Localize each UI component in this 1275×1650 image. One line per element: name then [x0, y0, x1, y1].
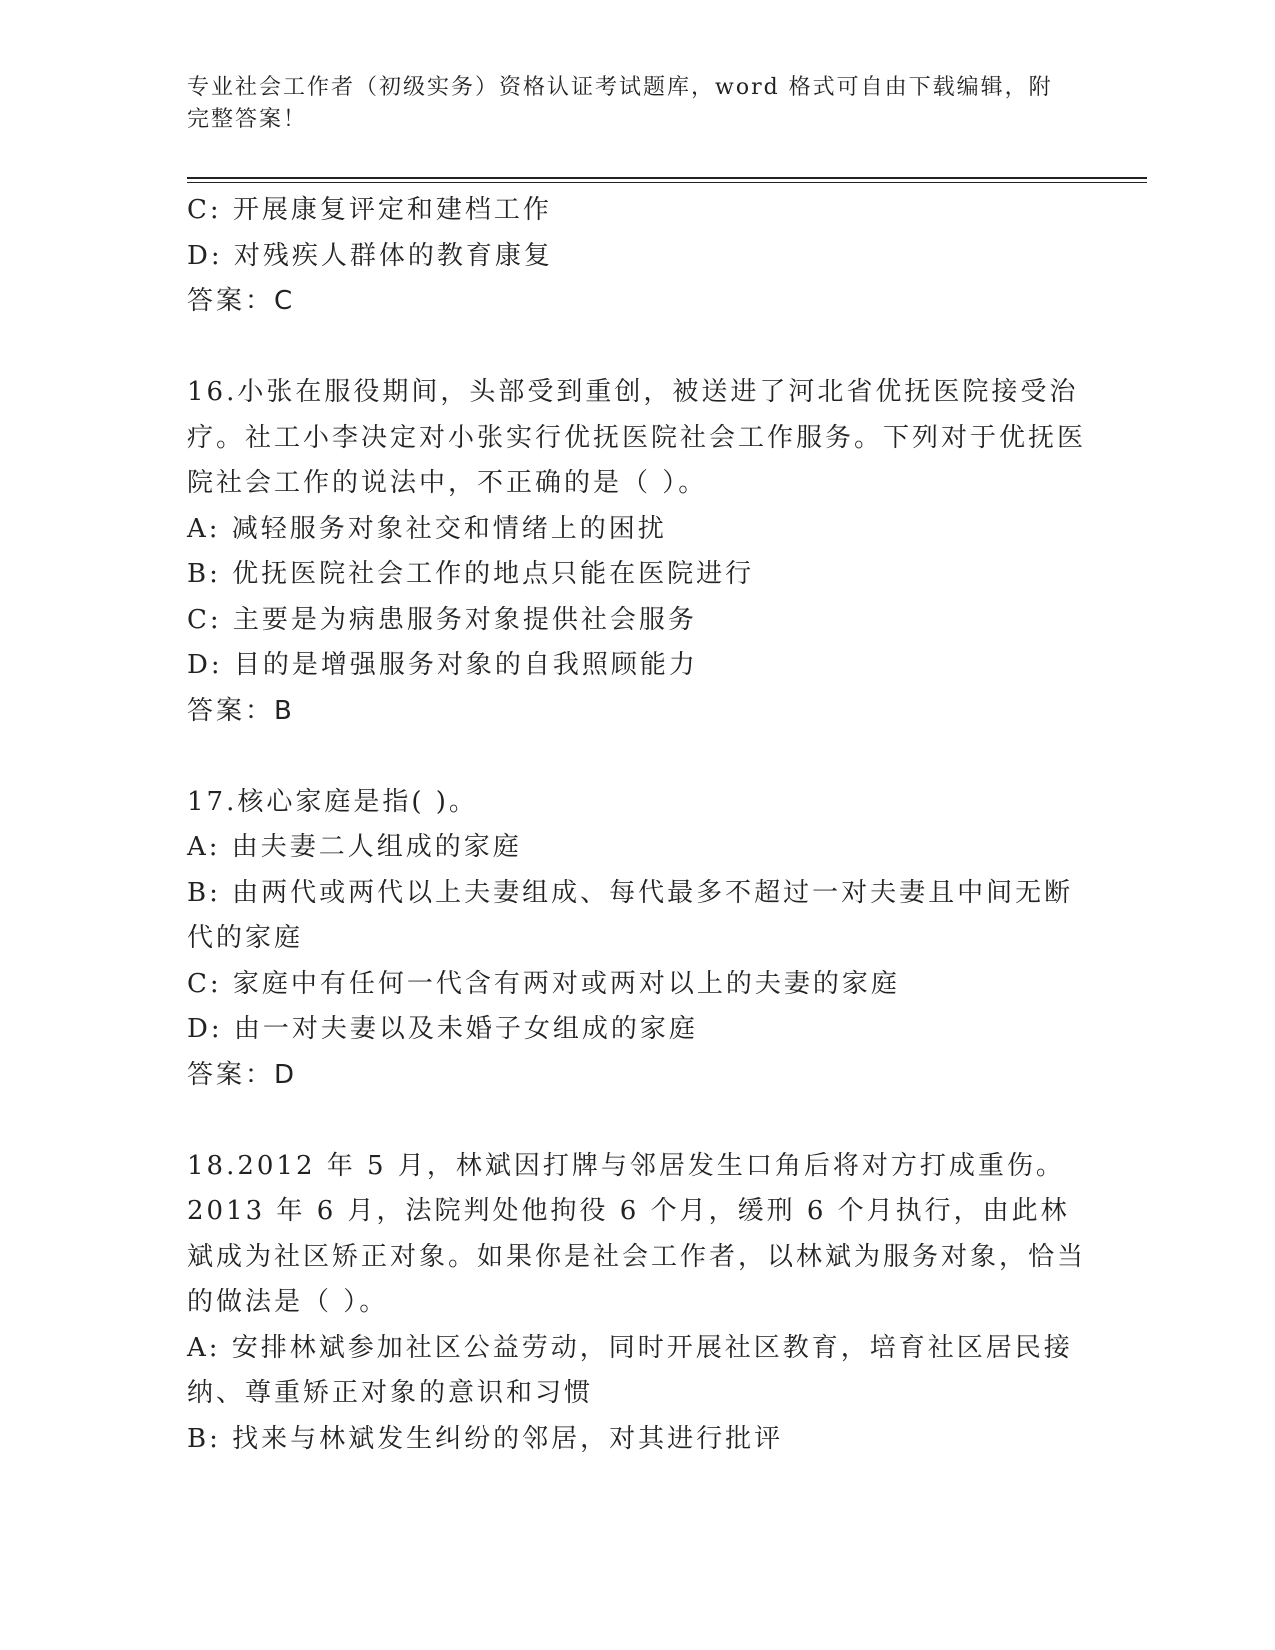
answer: 答案：D [187, 1059, 298, 1090]
option-a: A: 由夫妻二人组成的家庭 [187, 832, 522, 862]
question-stem: 18.2012 年 5 月，林斌因打牌与邻居发生口角后将对方打成重伤。2013 年 6 月，法院判处他拘役 6 个月，缓刑 6 个月执行，由此林斌成为社区矫正对象。如果你是社会工作者，以林斌为服务对象，恰当的做法是（ ）。 [187, 1150, 1087, 1317]
answer: 答案：B [187, 695, 295, 726]
question-16 [187, 370, 1087, 734]
option-c: C: 开展康复评定和建档工作 [187, 195, 552, 225]
option-b: B: 找来与林斌发生纠纷的邻居，对其进行批评 [187, 1423, 784, 1454]
question-17 [187, 780, 1087, 1099]
page-header: 专业社会工作者（初级实务）资格认证考试题库，word 格式可自由下载编辑，附完整答案！ [187, 75, 1053, 132]
option-b: B: 由两代或两代以上夫妻组成、每代最多不超过一对夫妻且中间无断代的家庭 [187, 877, 1074, 953]
option-a: A: 安排林斌参加社区公益劳动，同时开展社区教育，培育社区居民接纳、尊重矫正对象的意识和习惯 [187, 1332, 1073, 1408]
option-a: A: 减轻服务对象社交和情绪上的困扰 [187, 513, 667, 544]
question-content [187, 188, 1087, 1462]
option-d: D: 由一对夫妻以及未婚子女组成的家庭 [187, 1014, 698, 1044]
option-b: B: 优抚医院社会工作的地点只能在医院进行 [187, 559, 755, 589]
question-stem: 16.小张在服役期间，头部受到重创，被送进了河北省优抚医院接受治疗。社工小李决定对小张实行优抚医院社会工作服务。下列对于优抚医院社会工作的说法中，不正确的是（ ）。 [187, 377, 1087, 498]
spacer [187, 734, 1087, 780]
header-rule-thin [187, 182, 1147, 183]
option-c: C: 家庭中有任何一代含有两对或两对以上的夫妻的家庭 [187, 968, 900, 999]
question-18 [187, 1144, 1087, 1463]
answer: 答案：C [187, 286, 296, 316]
spacer [187, 325, 1087, 371]
header-rule-thick [187, 177, 1147, 179]
option-d: D: 目的是增强服务对象的自我照顾能力 [187, 650, 698, 680]
spacer [187, 1098, 1087, 1144]
question-15-tail [187, 188, 1087, 325]
option-c: C: 主要是为病患服务对象提供社会服务 [187, 604, 697, 635]
question-stem: 17.核心家庭是指( )。 [187, 786, 478, 817]
option-d: D: 对残疾人群体的教育康复 [187, 240, 553, 271]
